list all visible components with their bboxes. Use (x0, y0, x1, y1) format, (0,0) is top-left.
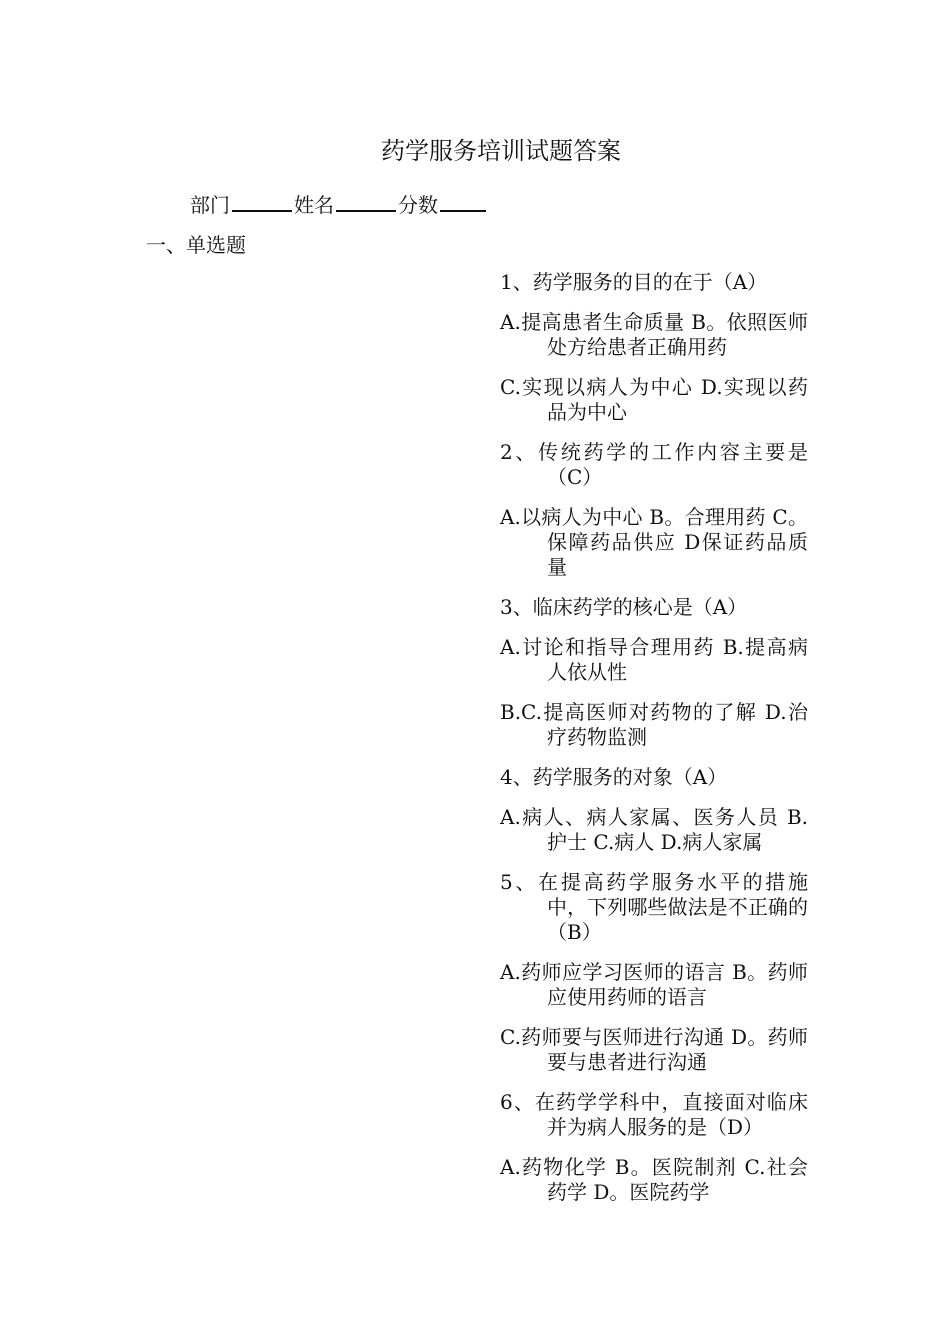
question-2-options: A.以病人为中心 B。合理用药 C。保障药品供应 D保证药品质量 (500, 505, 808, 579)
question-5: 5、在提高药学服务水平的措施中，下列哪些做法是不正确的（B） (500, 870, 808, 944)
questions-column (500, 270, 808, 1220)
score-label: 分数 (398, 193, 438, 217)
question-5-options-ab: A.药师应学习医师的语言 B。药师应使用药师的语言 (500, 960, 808, 1009)
question-3: 3、临床药学的核心是（A） (500, 595, 748, 619)
question-3-options-ab: A.讨论和指导合理用药 B.提高病人依从性 (500, 635, 808, 684)
question-2: 2、传统药学的工作内容主要是（C） (500, 440, 808, 489)
department-blank (232, 190, 292, 212)
score-blank (440, 190, 486, 212)
name-label: 姓名 (294, 193, 334, 217)
section-heading: 一、单选题 (146, 233, 246, 257)
question-1: 1、药学服务的目的在于（A） (500, 270, 768, 294)
question-4: 4、药学服务的对象（A） (500, 765, 728, 789)
name-blank (336, 190, 396, 212)
department-label: 部门 (190, 193, 230, 217)
info-line (190, 190, 488, 219)
question-6-options: A.药物化学 B。医院制剂 C.社会药学 D。医院药学 (500, 1155, 808, 1204)
page-title: 药学服务培训试题答案 (381, 137, 621, 165)
question-4-options: A.病人、病人家属、医务人员 B.护士 C.病人 D.病人家属 (500, 805, 808, 854)
question-1-options-ab: A.提高患者生命质量 B。依照医师处方给患者正确用药 (500, 310, 808, 359)
question-1-options-cd: C.实现以病人为中心 D.实现以药品为中心 (500, 375, 808, 424)
question-5-options-cd: C.药师要与医师进行沟通 D。药师要与患者进行沟通 (500, 1025, 808, 1074)
question-3-options-cd: B.C.提高医师对药物的了解 D.治疗药物监测 (500, 700, 808, 749)
question-6: 6、在药学学科中，直接面对临床并为病人服务的是（D） (500, 1090, 808, 1139)
